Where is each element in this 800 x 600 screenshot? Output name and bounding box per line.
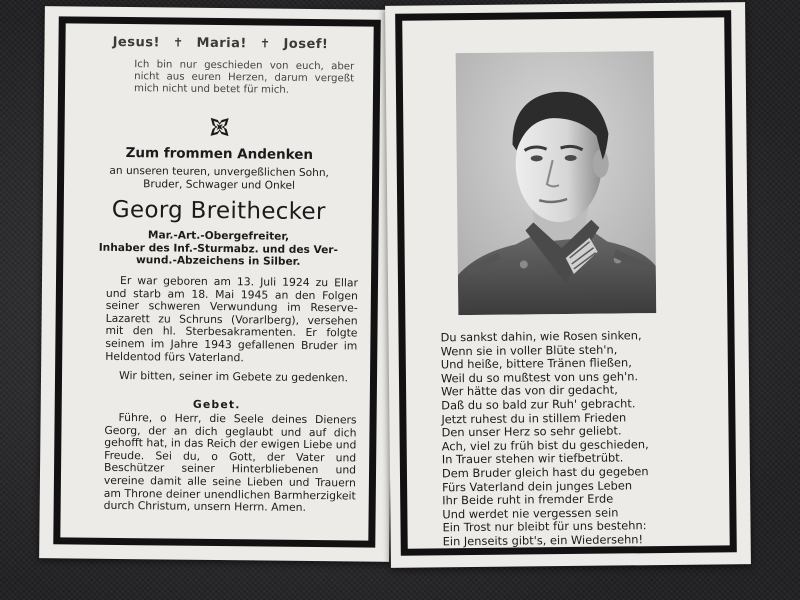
poem-line: Daß du so bald zur Ruh' gebracht. bbox=[441, 396, 636, 413]
poem-line: Ihr Beide ruht in fremder Erde bbox=[442, 491, 614, 508]
poem-line: Dem Bruder gleich hast du gegeben bbox=[441, 464, 649, 481]
prayer-text: Führe, o Herr, die Seele deines Dieners Georg, der an dich geglaubt und auf dich gehofft hat, in das Reich der ewigen Liebe und Freude. Sei du, o Gott, der Vater und Beschützer seiner Hinterbliebenen und vereine damit alle seine Lieben und Trauern am Throne deiner unendlichen Barmherzigkeit durch Christum, unsern Herrn. Amen. bbox=[103, 410, 357, 515]
poem-line: Du sankst dahin, wie Rosen sinken, bbox=[440, 328, 642, 345]
rank-line: wund.-Abzeichens in Silber. bbox=[135, 254, 301, 268]
poem-line: Wer hätte das von dir gedacht, bbox=[441, 382, 618, 399]
poem-text bbox=[440, 329, 649, 549]
biography-paragraph bbox=[105, 275, 358, 366]
memorial-dedication bbox=[69, 164, 369, 193]
poem-line: Ach, viel zu früh bist du geschieden, bbox=[441, 436, 649, 454]
poem-line: Den unser Herz so sehr geliebt. bbox=[441, 423, 622, 440]
memorial-card-right-page bbox=[385, 2, 751, 568]
header-invocation bbox=[70, 34, 370, 52]
header-jesus: Jesus! bbox=[112, 34, 161, 51]
dedication-line: an unseren teuren, unvergeßlichen Sohn, bbox=[109, 164, 330, 180]
prayer-heading: Gebet. bbox=[192, 397, 241, 412]
soldier-portrait-photo bbox=[456, 51, 657, 315]
poem-line: Ein Trost nur bleibt für uns bestehn: bbox=[442, 518, 647, 535]
farewell-verse: Ich bin nur geschieden von euch, aber nicht aus euren Herzen, darum vergeßt mich nicht und betet für mich. bbox=[133, 59, 355, 96]
deceased-name: Georg Breithecker bbox=[111, 196, 326, 226]
iron-cross-icon bbox=[209, 116, 231, 138]
poem-line: Und heiße, bittere Tränen fließen, bbox=[440, 355, 632, 372]
cross-icon: ✝ bbox=[259, 36, 271, 51]
rank-line: Inhaber des Inf.-Sturmabz. und des Ver- bbox=[98, 241, 339, 256]
biography-text: Er war geboren am 13. Juli 1924 zu Ellar und starb am 18. Mai 1945 an den Folgen seiner schweren Verwundung im Reserve-Lazarett zu Schruns (Vorarlberg), versehen mit den hl. Sterbesakramenten. Er folgte seinem im Jahre 1943 gefallenen Bruder im Heldentod fürs Vaterland. bbox=[105, 273, 359, 364]
prayer-paragraph bbox=[104, 412, 357, 515]
poem-line: Fürs Vaterland dein junges Leben bbox=[442, 477, 633, 494]
header-josef: Josef! bbox=[283, 36, 329, 53]
poem-line: Ein Jenseits gibt's, ein Wiedersehn! bbox=[442, 532, 644, 549]
rank-line: Mar.-Art.-Obergefreiter, bbox=[147, 229, 290, 243]
cross-icon: ✝ bbox=[172, 35, 184, 50]
dedication-line: Bruder, Schwager und Onkel bbox=[143, 178, 296, 192]
memorial-card-left-page bbox=[39, 6, 395, 562]
poem-line: Wenn sie in voller Blüte steh'n, bbox=[440, 342, 618, 358]
military-rank bbox=[68, 228, 368, 269]
memorial-title: Zum frommen Andenken bbox=[125, 145, 314, 163]
poem-line: Und werdet nie vergessen sein bbox=[442, 505, 619, 522]
request-paragraph bbox=[105, 370, 357, 385]
poem-line: Jetzt ruhest du in stillem Frieden bbox=[441, 409, 627, 426]
request-text: Wir bitten, seiner im Gebete zu gedenken. bbox=[118, 368, 349, 385]
header-maria: Maria! bbox=[196, 35, 247, 52]
portrait-illustration bbox=[456, 51, 657, 315]
poem-line: In Trauer stehen wir tiefbetrübt. bbox=[441, 450, 624, 467]
poem-line: Weil du so mußtest von uns geh'n. bbox=[440, 369, 639, 386]
